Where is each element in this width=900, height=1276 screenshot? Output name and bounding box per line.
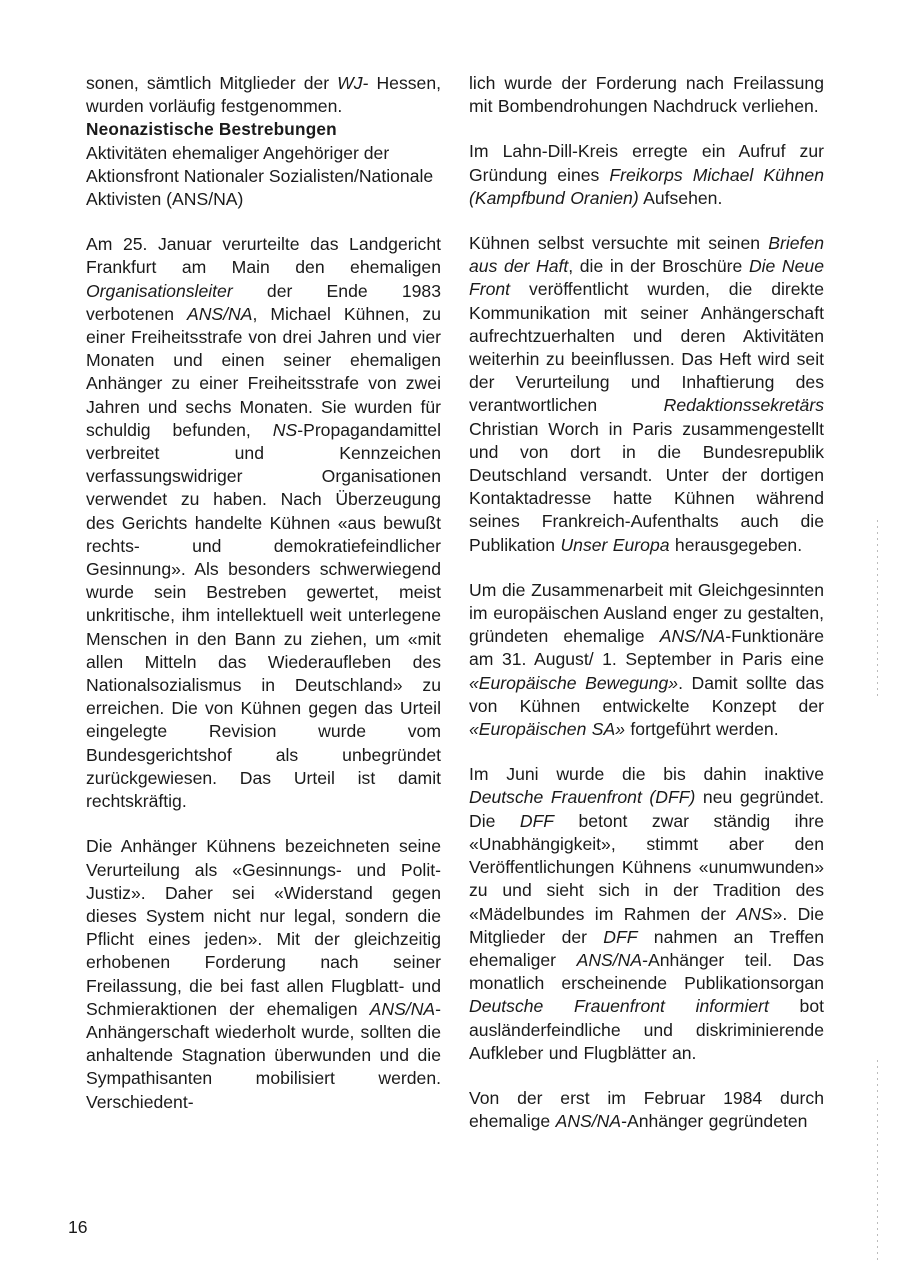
emphasis-text: ANS/NA: [576, 949, 643, 970]
emphasis-text: Redaktionssekretärs: [663, 395, 824, 416]
emphasis-text: Organisationsleiter: [86, 280, 233, 301]
emphasis-text: «Europäische Bewegung»: [469, 672, 679, 693]
emphasis-text: Unser Europa: [560, 534, 670, 555]
page-number: 16: [68, 1217, 88, 1237]
emphasis-text: DFF: [603, 926, 638, 947]
emphasis-text: Freikorps Michael Kühnen (Kampfbund Oranien): [469, 164, 824, 208]
paragraph: Um die Zusammenarbeit mit Gleichgesinnten im europäischen Ausland enger zu gestalten, gründeten ehemalige ANS/NA-Funktionäre am 31. August/ 1. September in Paris eine «Europäische Bewegung». Damit sollte das von Kühnen entwickelte Konzept der «Europäischen SA» fortgeführt werden.: [469, 579, 824, 740]
emphasis-text: ANS/NA: [659, 626, 726, 647]
emphasis-text: Deutsche Frauenfront (DFF): [469, 787, 696, 808]
emphasis-text: DFF: [519, 810, 555, 831]
right-column: [469, 72, 824, 1133]
left-column: [86, 72, 441, 1114]
emphasis-text: ANS/NA: [369, 998, 436, 1019]
paragraph: Am 25. Januar verurteilte das Landgericht Frankfurt am Main den ehemaligen Organisationsleiter der Ende 1983 verbotenen ANS/NA, Michael Kühnen, zu einer Freiheitsstrafe von drei Jahren und vier Monaten und einen seiner ehemaligen Anhänger zu einer Freiheitsstrafe von zwei Jahren und sechs Monaten. Sie wurden für schuldig befunden, NS-Propagandamittel verbreitet und Kennzeichen verfassungswidriger Organisationen verwendet zu haben. Nach Überzeugung des Gerichts handelte Kühnen «aus bewußt rechts- und demokratiefeindlicher Gesinnung». Als besonders schwerwiegend wurde sein Bestreben gewertet, meist unkritische, ihm intellektuell weit unterlegene Menschen in den Bann zu ziehen, um «mit allen Mitteln das Wiederaufleben des Nationalsozialismus in Deutschland» zu erreichen. Die von Kühnen gegen das Urteil eingelegte Revision wurde vom Bundesgerichtshof als unbegründet zurückgewiesen. Das Urteil ist damit rechtskräftig.: [86, 234, 441, 812]
paragraph: lich wurde der Forderung nach Freilassung mit Bombendrohungen Nachdruck verliehen.: [469, 73, 824, 117]
emphasis-text: WJ-: [337, 73, 369, 93]
paragraph: Die Anhänger Kühnens bezeichneten seine Verurteilung als «Gesinnungs- und Polit-Justiz». Daher sei «Widerstand gegen dieses System nicht nur legal, sondern die Pflicht eines jeden». Mit der gleichzeitig erhobenen Forderung nach seiner Freilassung, die bei fast allen Flugblatt- und Schmieraktionen der ehemaligen ANS/NA-Anhängerschaft wiederholt wurde, sollten die anhaltende Stagnation überwunden und die Sympathisanten mobilisiert werden. Verschiedent-: [86, 836, 441, 1112]
section-subheading: Aktivitäten ehemaliger Angehöriger der Aktionsfront Nationaler Sozialisten/Nationale Aktivisten (ANS/NA): [86, 142, 434, 210]
emphasis-text: Briefen aus der Haft: [469, 233, 824, 277]
paragraph: Von der erst im Februar 1984 durch ehemalige ANS/NA-Anhänger gegründeten: [469, 1087, 824, 1132]
emphasis-text: «Europäischen SA»: [469, 719, 626, 740]
emphasis-text: ANS/NA: [186, 303, 253, 324]
paragraph: Im Lahn-Dill-Kreis erregte ein Aufruf zur Gründung eines Freikorps Michael Kühnen (Kampfbund Oranien) Aufsehen.: [469, 141, 824, 208]
emphasis-text: Die Neue Front: [469, 256, 824, 300]
emphasis-text: ANS: [736, 903, 773, 924]
scan-edge-mark: [877, 520, 878, 700]
paragraph: Im Juni wurde die bis dahin inaktive Deutsche Frauenfront (DFF) neu gegründet. Die DFF betont zwar ständig ihre «Unabhängigkeit», stimmt aber den Veröffentlichungen Kühnens «unumwunden» zu und sieht sich in der Tradition des «Mädelbundes im Rahmen der ANS». Die Mitglieder der DFF nahmen an Treffen ehemaliger ANS/NA-Anhänger teil. Das monatlich erscheinende Publikationsorgan Deutsche Frauenfront informiert bot ausländerfeindliche und diskriminierende Aufkleber und Flugblätter an.: [469, 764, 824, 1063]
section-heading: Neonazistische Bestrebungen: [86, 119, 337, 140]
paragraph: sonen, sämtlich Mitglieder der WJ- Hessen, wurden vorläufig festgenommen.: [86, 73, 441, 117]
emphasis-text: Deutsche Frauenfront informiert: [469, 996, 769, 1017]
emphasis-text: NS: [272, 419, 298, 440]
emphasis-text: ANS/NA: [555, 1111, 622, 1132]
scan-edge-mark: [877, 1060, 878, 1260]
paragraph: Kühnen selbst versuchte mit seinen Briefen aus der Haft, die in der Broschüre Die Neue Front veröffentlicht wurden, die direkte Kommunikation mit seiner Anhängerschaft aufrechtzuerhalten und deren Aktivitäten weiterhin zu beeinflussen. Das Heft wird seit der Verurteilung und Inhaftierung des verantwortlichen Redaktionssekretärs Christian Worch in Paris zusammengestellt und von dort in die Bundesrepublik Deutschland versandt. Unter der dortigen Kontaktadresse hatte Kühnen während seines Frankreich-Aufenthalts auch die Publikation Unser Europa herausgegeben.: [469, 233, 824, 555]
